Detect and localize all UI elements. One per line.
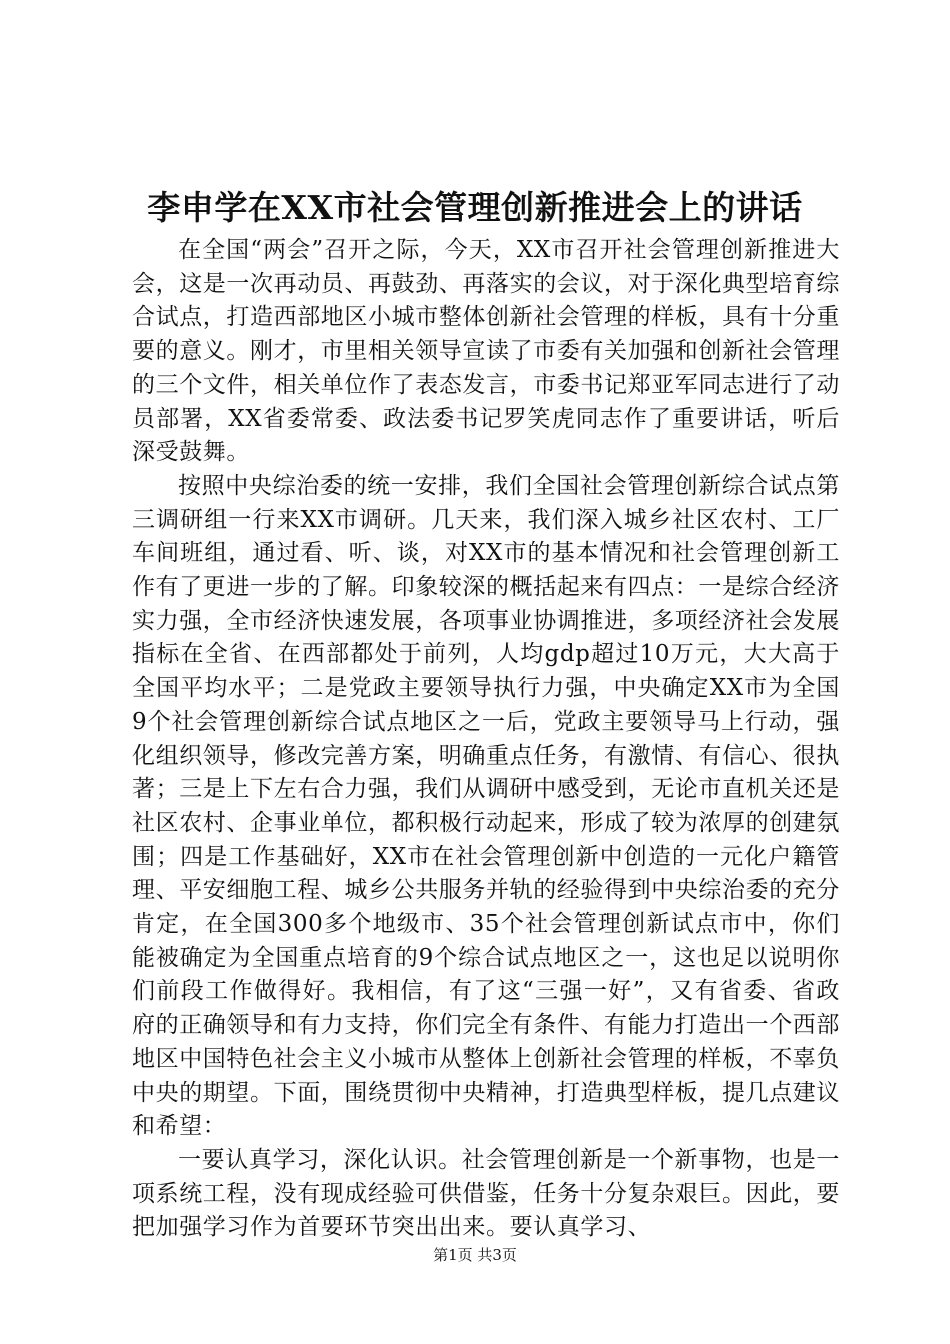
paragraph-3: 一要认真学习，深化认识。社会管理创新是一个新事物，也是一项系统工程，没有现成经验可供借鉴，任务十分复杂艰巨。因此，要把加强学习作为首要环节突出出来。要认真学习、 — [132, 1146, 840, 1241]
page-footer: 第1页 共3页 — [433, 1246, 517, 1264]
paragraph-1: 在全国“两会”召开之际，今天，XX市召开社会管理创新推进大会，这是一次再动员、再鼓劲、再落实的会议，对于深化典型培育综合试点，打造西部地区小城市整体创新社会管理的样板，具有十分重要的意义。刚才，市里相关领导宣读了市委有关加强和创新社会管理的三个文件，相关单位作了表态发言，市委书记郑亚军同志进行了动员部署，XX省委常委、政法委书记罗笑虎同志作了重要讲话，听后深受鼓舞。 — [132, 237, 840, 466]
document-title: 李申学在XX市社会管理创新推进会上的讲话 — [147, 188, 803, 227]
document-body — [132, 234, 840, 1245]
paragraph-2: 按照中央综治委的统一安排，我们全国社会管理创新综合试点第三调研组一行来XX市调研。几天来，我们深入城乡社区农村、工厂车间班组，通过看、听、谈，对XX市的基本情况和社会管理创新工作有了更进一步的了解。印象较深的概括起来有四点：一是综合经济实力强，全市经济快速发展，各项事业协调推进，多项经济社会发展指标在全省、在西部都处于前列，人均gdp超过10万元，大大高于全国平均水平；二是党政主要领导执行力强，中央确定XX市为全国9个社会管理创新综合试点地区之一后，党政主要领导马上行动，强化组织领导，修改完善方案，明确重点任务，有激情、有信心、很执著；三是上下左右合力强，我们从调研中感受到，无论市直机关还是社区农村、企事业单位，都积极行动起来，形成了较为浓厚的创建氛围；四是工作基础好，XX市在社会管理创新中创造的一元化户籍管理、平安细胞工程、城乡公共服务并轨的经验得到中央综治委的充分肯定，在全国300多个地级市、35个社会管理创新试点市中，你们能被确定为全国重点培育的9个综合试点地区之一，这也足以说明你们前段工作做得好。我相信，有了这“三强一好”，又有省委、省政府的正确领导和有力支持，你们完全有条件、有能力打造出一个西部地区中国特色社会主义小城市从整体上创新社会管理的样板，不辜负中央的期望。下面，围绕贯彻中央精神，打造典型样板，提几点建议和希望： — [132, 472, 840, 1140]
